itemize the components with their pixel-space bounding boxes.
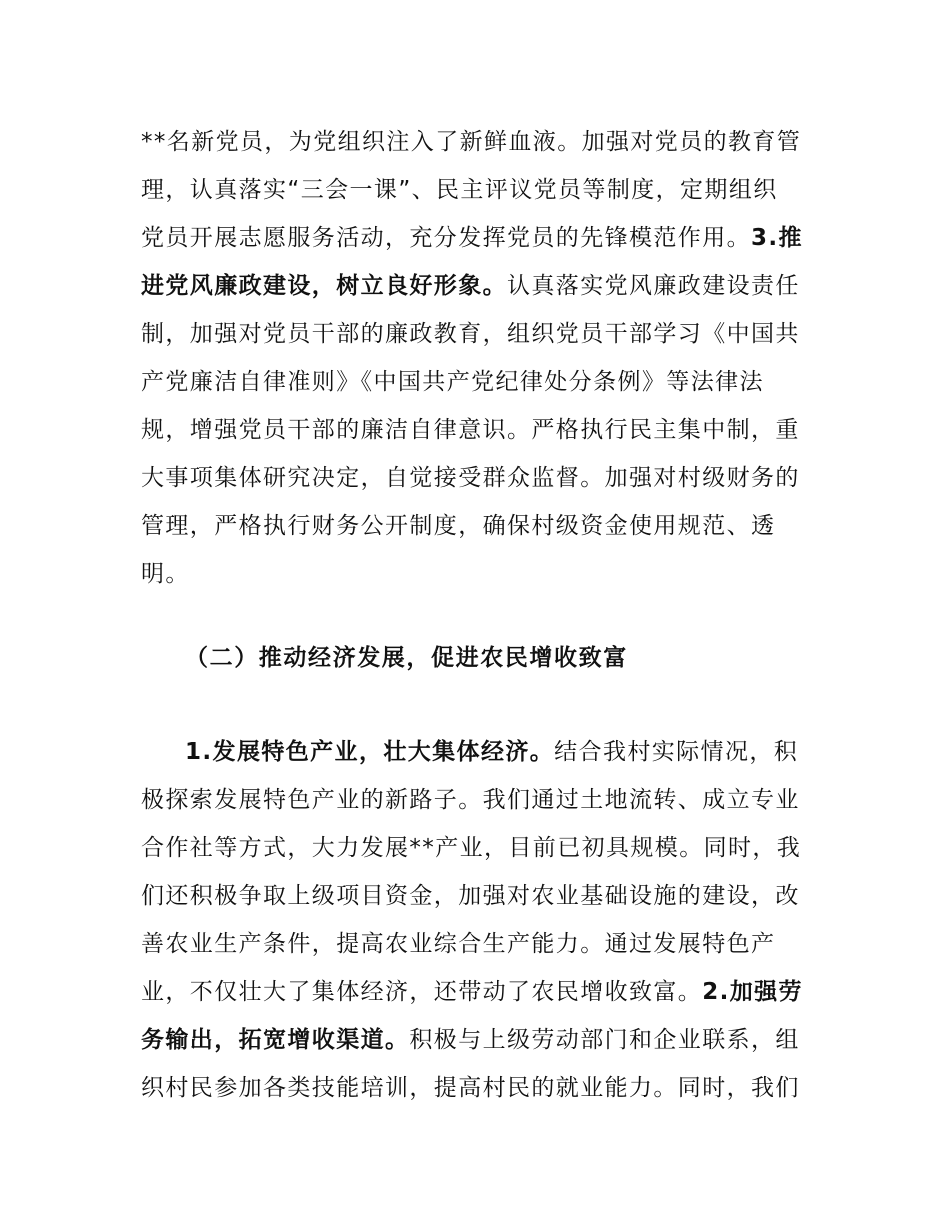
text-run: 认真落实党风廉政建设责任: [507, 273, 800, 299]
text-line: [141, 410, 800, 450]
text-run: 理，认真落实“三会一课”、民主评议党员等制度，定期组织: [141, 177, 778, 203]
text-run: 党员开展志愿服务活动，充分发挥党员的先锋模范作用。: [141, 225, 751, 251]
text-run: 极探索发展特色产业的新路子。我们通过土地流转、成立专业: [141, 787, 800, 813]
bold-run: 进党风廉政建设，树立良好形象。: [141, 273, 507, 299]
text-line: [141, 266, 800, 306]
text-line: [141, 554, 190, 594]
text-run: 管理，严格执行财务公开制度，确保村级资金使用规范、透: [141, 513, 776, 539]
text-run: 善农业生产条件，提高农业综合生产能力。通过发展特色产: [141, 931, 776, 957]
text-run: 产党廉洁自律准则》《中国共产党纪律处分条例》等法律法: [141, 369, 764, 395]
text-line: [141, 1068, 800, 1108]
text-run: 大事项集体研究决定，自觉接受群众监督。加强对村级财务的: [141, 465, 800, 491]
text-run: 们还积极争取上级项目资金，加强对农业基础设施的建设，改: [141, 883, 800, 909]
text-line: [141, 218, 803, 258]
section-heading: [185, 638, 628, 678]
text-run: 积极与上级劳动部门和企业联系，组: [409, 1027, 800, 1053]
heading-text: （二）推动经济发展，促进农民增收致富: [185, 645, 628, 671]
text-line: [141, 314, 800, 354]
text-line: [141, 506, 775, 546]
text-line: [141, 170, 778, 210]
text-run: 制，加强对党员干部的廉政教育，组织党员干部学习《中国共: [141, 321, 800, 347]
text-line: [185, 732, 798, 772]
text-run: **名新党员，为党组织注入了新鲜血液。加强对党员的教育管: [141, 129, 802, 155]
bold-run: 3.推: [751, 225, 803, 251]
text-run: 织村民参加各类技能培训，提高村民的就业能力。同时，我们: [141, 1075, 800, 1101]
text-line: [141, 828, 801, 868]
text-line: [141, 972, 803, 1012]
text-line: [141, 362, 764, 402]
text-line: [141, 780, 800, 820]
text-run: 规，增强党员干部的廉洁自律意识。严格执行民主集中制，重: [141, 417, 800, 443]
text-run: 合作社等方式，大力发展**产业，目前已初具规模。同时，我: [141, 835, 802, 861]
text-line: [141, 458, 800, 498]
bold-run: 务输出，拓宽增收渠道。: [141, 1027, 410, 1053]
bold-run: 2.加强劳: [702, 979, 803, 1005]
text-line: [141, 876, 800, 916]
text-line: [141, 122, 801, 162]
text-run: 结合我村实际情况，积: [554, 739, 799, 765]
bold-run: 1.发展特色产业，壮大集体经济。: [185, 739, 555, 765]
text-line: [141, 924, 775, 964]
text-run: 明。: [141, 561, 190, 587]
text-line: [141, 1020, 800, 1060]
text-run: 业，不仅壮大了集体经济，还带动了农民增收致富。: [141, 979, 703, 1005]
